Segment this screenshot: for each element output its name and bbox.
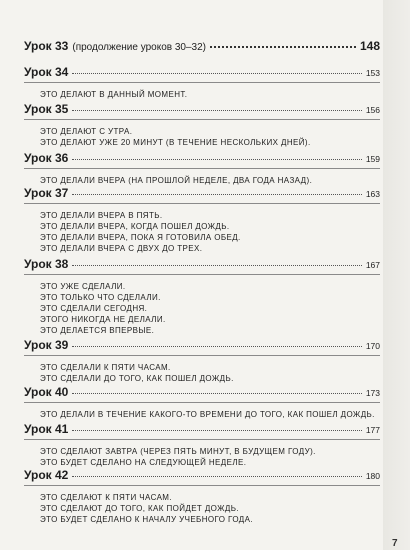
list-item: ЭТО ДЕЛАЛИ ВЧЕРА С ДВУХ ДО ТРЕХ. xyxy=(40,244,203,253)
lesson-items xyxy=(24,281,380,336)
divider xyxy=(24,82,380,83)
lesson-38 xyxy=(24,256,380,336)
dot-leader xyxy=(210,46,356,48)
dot-leader xyxy=(72,346,361,347)
lesson-title: Урок 34 xyxy=(24,65,69,79)
lesson-title: Урок 41 xyxy=(24,422,69,436)
lesson-39 xyxy=(24,337,380,384)
dot-leader xyxy=(72,393,361,394)
dot-leader xyxy=(72,476,361,477)
lesson-header xyxy=(24,384,380,400)
divider xyxy=(24,203,380,204)
list-item: ЭТО ДЕЛАЛИ ВЧЕРА, КОГДА ПОШЕЛ ДОЖДЬ. xyxy=(40,222,230,231)
page-edge xyxy=(383,0,410,550)
dot-leader xyxy=(72,159,361,160)
page-number: 7 xyxy=(392,538,398,549)
lesson-page-number: 173 xyxy=(365,388,380,398)
lesson-header xyxy=(24,150,380,166)
lesson-header xyxy=(24,185,380,201)
lesson-header xyxy=(24,421,380,437)
lesson-title: Урок 35 xyxy=(24,102,69,116)
lesson-header xyxy=(24,101,380,117)
divider xyxy=(24,168,380,169)
lesson-header xyxy=(24,256,380,272)
lesson-items xyxy=(24,492,380,525)
lesson-page-number: 153 xyxy=(365,68,380,78)
dot-leader xyxy=(72,73,361,74)
list-item: ЭТО СДЕЛАЮТ ДО ТОГО, КАК ПОЙДЕТ ДОЖДЬ. xyxy=(40,504,239,513)
lesson-42 xyxy=(24,467,380,525)
list-item: ЭТО ДЕЛАЮТ УЖЕ 20 МИНУТ (В ТЕЧЕНИЕ НЕСКОЛЬКИХ ДНЕЙ). xyxy=(40,138,311,147)
list-item: ЭТО СДЕЛАЛИ ДО ТОГО, КАК ПОШЕЛ ДОЖДЬ. xyxy=(40,374,234,383)
lesson-header xyxy=(24,467,380,483)
list-item: ЭТО ТОЛЬКО ЧТО СДЕЛАЛИ. xyxy=(40,293,161,302)
lesson-page-number: 177 xyxy=(365,425,380,435)
list-item: ЭТО СДЕЛАЛИ СЕГОДНЯ. xyxy=(40,304,148,313)
list-item: ЭТО ДЕЛАЛИ ВЧЕРА (НА ПРОШЛОЙ НЕДЕЛЕ, ДВА ГОДА НАЗАД). xyxy=(40,176,313,185)
list-item: ЭТО УЖЕ СДЕЛАЛИ. xyxy=(40,282,126,291)
lesson-items xyxy=(24,126,380,148)
list-item: ЭТО СДЕЛАЮТ ЗАВТРА (ЧЕРЕЗ ПЯТЬ МИНУТ, В БУДУЩЕМ ГОДУ). xyxy=(40,447,316,456)
lesson-items xyxy=(24,210,380,254)
lesson-page-number: 156 xyxy=(365,105,380,115)
list-item: ЭТО ДЕЛАЛИ ВЧЕРА, ПОКА Я ГОТОВИЛА ОБЕД. xyxy=(40,233,241,242)
lesson-items xyxy=(24,446,380,468)
list-item: ЭТО ДЕЛАЮТ С УТРА. xyxy=(40,127,133,136)
lesson-page-number: 159 xyxy=(365,154,380,164)
lesson-note: (продолжение уроков 30–32) xyxy=(72,42,207,53)
lesson-36 xyxy=(24,150,380,186)
list-item: ЭТОГО НИКОГДА НЕ ДЕЛАЛИ. xyxy=(40,315,166,324)
divider xyxy=(24,439,380,440)
list-item: ЭТО БУДЕТ СДЕЛАНО НА СЛЕДУЮЩЕЙ НЕДЕЛЕ. xyxy=(40,458,247,467)
list-item: ЭТО ДЕЛАЛИ ВЧЕРА В ПЯТЬ. xyxy=(40,211,163,220)
divider xyxy=(24,402,380,403)
lesson-37 xyxy=(24,185,380,254)
lesson-34 xyxy=(24,64,380,100)
dot-leader xyxy=(72,110,361,111)
divider xyxy=(24,274,380,275)
lesson-title: Урок 39 xyxy=(24,338,69,352)
divider xyxy=(24,119,380,120)
lesson-page-number: 167 xyxy=(365,260,380,270)
divider xyxy=(24,355,380,356)
lesson-33 xyxy=(24,38,380,54)
lesson-items xyxy=(24,409,380,420)
lesson-35 xyxy=(24,101,380,148)
lesson-title: Урок 42 xyxy=(24,468,69,482)
lesson-title: Урок 33 xyxy=(24,39,69,53)
lesson-items xyxy=(24,89,380,100)
dot-leader xyxy=(72,430,361,431)
lesson-title: Урок 38 xyxy=(24,257,69,271)
list-item: ЭТО ДЕЛАЕТСЯ ВПЕРВЫЕ. xyxy=(40,326,155,335)
lesson-40 xyxy=(24,384,380,420)
dot-leader xyxy=(72,194,361,195)
list-item: ЭТО ДЕЛАЛИ В ТЕЧЕНИЕ КАКОГО-ТО ВРЕМЕНИ ДО ТОГО, КАК ПОШЕЛ ДОЖДЬ. xyxy=(40,410,375,419)
lesson-header xyxy=(24,38,380,54)
list-item: ЭТО ДЕЛАЮТ В ДАННЫЙ МОМЕНТ. xyxy=(40,90,188,99)
divider xyxy=(24,485,380,486)
lesson-header xyxy=(24,64,380,80)
lesson-41 xyxy=(24,421,380,468)
lesson-page-number: 148 xyxy=(359,39,380,53)
lesson-title: Урок 36 xyxy=(24,151,69,165)
list-item: ЭТО СДЕЛАЮТ К ПЯТИ ЧАСАМ. xyxy=(40,493,172,502)
dot-leader xyxy=(72,265,361,266)
list-item: ЭТО БУДЕТ СДЕЛАНО К НАЧАЛУ УЧЕБНОГО ГОДА. xyxy=(40,515,253,524)
lesson-page-number: 170 xyxy=(365,341,380,351)
lesson-page-number: 163 xyxy=(365,189,380,199)
lesson-page-number: 180 xyxy=(365,471,380,481)
lesson-header xyxy=(24,337,380,353)
lesson-title: Урок 40 xyxy=(24,385,69,399)
lesson-items xyxy=(24,362,380,384)
lesson-title: Урок 37 xyxy=(24,186,69,200)
list-item: ЭТО СДЕЛАЛИ К ПЯТИ ЧАСАМ. xyxy=(40,363,171,372)
